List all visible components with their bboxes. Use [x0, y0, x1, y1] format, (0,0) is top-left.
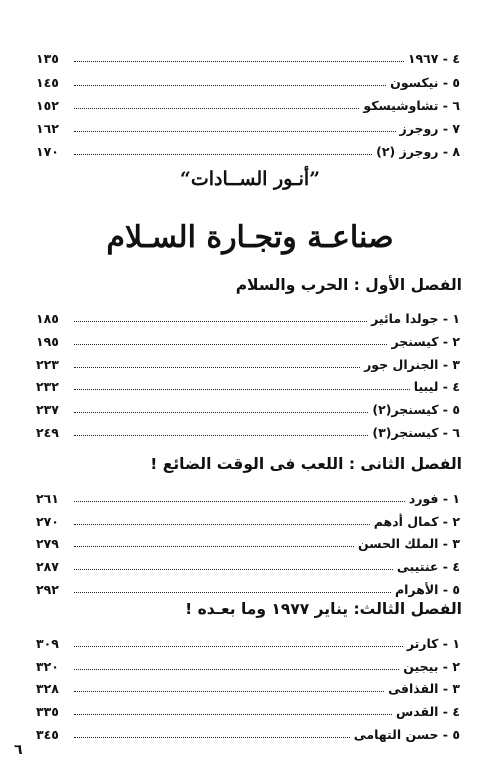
entry-page: ١٣٥: [36, 50, 59, 66]
entry-page: ٢٩٢: [36, 581, 59, 597]
entry-title: ٨ - روجرز (٢): [376, 143, 460, 159]
toc-entry: [36, 394, 460, 416]
chapter-heading: الفصل الأول : الحرب والسلام: [235, 276, 462, 294]
leader-dots: [74, 61, 404, 62]
entry-page: ٢٦١: [36, 490, 59, 506]
toc-entry: [36, 628, 460, 650]
toc-entry: [36, 574, 460, 596]
entry-page: ١٧٠: [36, 143, 59, 159]
entry-page: ٢٤٩: [36, 424, 59, 440]
toc-entry: [36, 371, 460, 393]
entry-title: ٧ - روجرز: [399, 120, 460, 136]
entry-title: ٥ - حسن التهامى: [353, 726, 460, 742]
entry-page: ١٤٥: [36, 74, 59, 90]
toc-entry: [36, 326, 460, 348]
chapter-heading: الفصل الثانى : اللعب فى الوقت الضائع !: [150, 455, 462, 473]
leader-dots: [74, 154, 372, 155]
toc-entry: [36, 483, 460, 505]
entry-page: ٣٢٠: [36, 658, 59, 674]
entry-title: ٤ - عنتيبى: [396, 558, 460, 574]
toc-entry: [36, 349, 460, 371]
leader-dots: [74, 646, 403, 647]
leader-dots: [74, 321, 367, 322]
entry-title: ٢ - بيجين: [403, 658, 460, 674]
entry-title: ١ - جولدا مائير: [371, 310, 460, 326]
entry-title: ١ - كارتر: [406, 635, 460, 651]
toc-entry: [36, 719, 460, 741]
toc-entry: [36, 90, 460, 112]
entry-title: ٣ - الجنرال جور: [364, 356, 460, 372]
entry-title: ٥ - الأهرام: [394, 581, 460, 597]
toc-entry: [36, 67, 460, 89]
toc-entry: [36, 506, 460, 528]
entry-page: ١٨٥: [36, 310, 59, 326]
leader-dots: [74, 501, 405, 502]
entry-title: ٥ - نيكسون: [390, 74, 460, 90]
entry-title: ٥ - كيسنجر(٢): [372, 401, 460, 417]
entry-title: ٢ - كيسنجر: [391, 333, 460, 349]
entry-page: ٣٠٩: [36, 635, 59, 651]
toc-entry: [36, 673, 460, 695]
leader-dots: [74, 435, 368, 436]
entry-title: ٢ - كمال أدهم: [373, 513, 460, 529]
entry-title: ٤ - القدس: [396, 703, 460, 719]
leader-dots: [74, 669, 399, 670]
entry-title: ٦ - تشاوشيسكو: [363, 97, 460, 113]
entry-title: ٤ - ١٩٦٧: [407, 50, 460, 66]
leader-dots: [74, 85, 386, 86]
entry-page: ٢٨٧: [36, 558, 59, 574]
entry-page: ٢٣٧: [36, 401, 59, 417]
leader-dots: [74, 131, 396, 132]
entry-title: ٣ - القذافى: [388, 680, 460, 696]
leader-dots: [74, 714, 392, 715]
section-title: صناعـة وتجـارة السـلام: [106, 220, 394, 255]
entry-page: ١٥٢: [36, 97, 59, 113]
leader-dots: [74, 412, 368, 413]
entry-page: ١٩٥: [36, 333, 59, 349]
toc-entry: [36, 113, 460, 135]
entry-page: ٣٤٥: [36, 726, 59, 742]
entry-page: ٢٢٣: [36, 356, 59, 372]
entry-title: ٦ - كيسنجر(٣): [372, 424, 460, 440]
leader-dots: [74, 737, 350, 738]
entry-page: ٣٢٨: [36, 680, 59, 696]
leader-dots: [74, 569, 393, 570]
toc-entry: [36, 696, 460, 718]
toc-entry: [36, 43, 460, 65]
leader-dots: [74, 546, 354, 547]
leader-dots: [74, 344, 387, 345]
entry-page: ٢٣٢: [36, 378, 59, 394]
entry-page: ١٦٢: [36, 120, 59, 136]
toc-entry: [36, 303, 460, 325]
leader-dots: [74, 524, 370, 525]
toc-entry: [36, 417, 460, 439]
toc-entry: [36, 651, 460, 673]
leader-dots: [74, 108, 359, 109]
page-number: ٦: [14, 742, 23, 758]
leader-dots: [74, 367, 360, 368]
leader-dots: [74, 389, 410, 390]
entry-page: ٢٧٩: [36, 535, 59, 551]
entry-title: ١ - فورد: [408, 490, 460, 506]
toc-entry: [36, 136, 460, 158]
section-subtitle: ”أنـور الســادات“: [179, 168, 321, 190]
entry-title: ٤ - ليبيا: [413, 378, 460, 394]
leader-dots: [74, 691, 384, 692]
toc-entry: [36, 528, 460, 550]
entry-page: ٢٧٠: [36, 513, 59, 529]
leader-dots: [74, 592, 391, 593]
chapter-heading: الفصل الثالث: يناير ١٩٧٧ وما بعـده !: [185, 600, 462, 618]
toc-entry: [36, 551, 460, 573]
entry-title: ٣ - الملك الحسن: [358, 535, 460, 551]
entry-page: ٣٣٥: [36, 703, 59, 719]
